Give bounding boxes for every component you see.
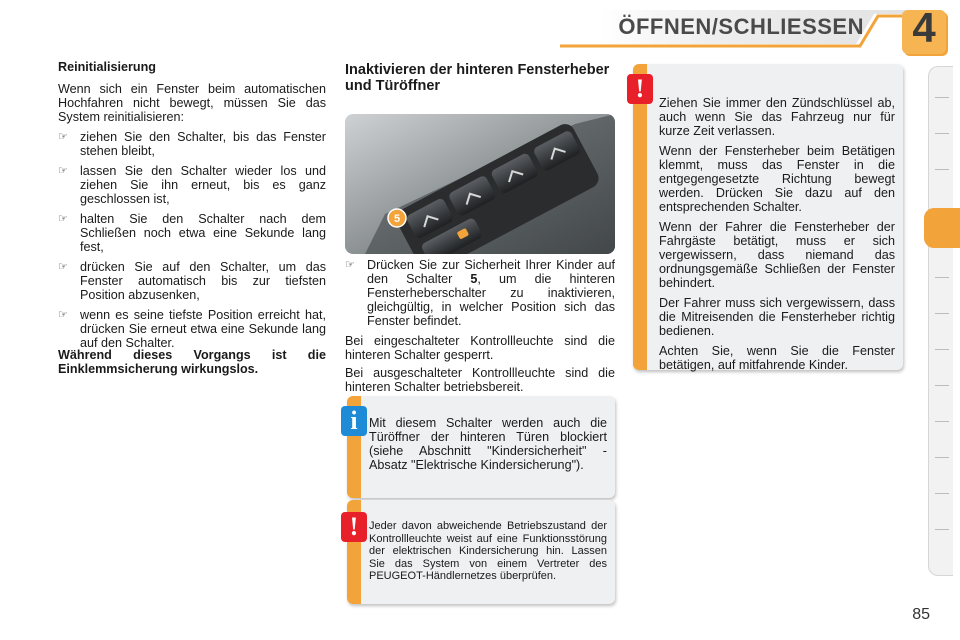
page-title: ÖFFNEN/SCHLIESSEN xyxy=(618,14,864,39)
info-icon: i xyxy=(341,406,367,436)
chapter-tabs xyxy=(928,66,953,576)
pointing-hand-icon: ☞ xyxy=(58,261,68,273)
warning-box-right xyxy=(633,64,903,370)
warning-text-bottom: Jeder davon abweichende Betriebszustand der Kontrollleuchte weist auf eine Funktionsstörung der elektrischen Kindersicherung hin. Lassen Sie das System von einem Vertreter des PEUGEOT-Händlernetzes überprüfen. xyxy=(369,520,607,582)
warning-icon: ! xyxy=(627,74,653,104)
list-item: ☞ lassen Sie den Schalter wieder los und ziehen Sie ihn erneut, bis es ganz geschlossen ist, xyxy=(58,164,326,206)
pointing-hand-icon: ☞ xyxy=(58,131,68,143)
page-number: 85 xyxy=(912,606,930,623)
reinit-steps xyxy=(58,130,326,350)
pointing-hand-icon: ☞ xyxy=(345,259,355,271)
chapter-number: 4 xyxy=(912,4,936,51)
pointing-hand-icon: ☞ xyxy=(58,165,68,177)
list-item: ☞ halten Sie den Schalter nach dem Schließen noch etwa eine Sekunde lang fest, xyxy=(58,212,326,254)
chapter-tab-active[interactable] xyxy=(924,208,960,248)
switch-callout-5: 5 xyxy=(393,213,401,225)
reinit-intro: Wenn sich ein Fenster beim automatischen Hochfahren nicht bewegt, müssen Sie das System reinitialisieren: xyxy=(58,82,326,124)
info-text: Mit diesem Schalter werden auch die Türöffner der hinteren Türen blockiert (siehe Abschnitt "Kindersicherheit" - Absatz "Elektrische Kindersicherung"). xyxy=(369,416,607,472)
warning-icon: ! xyxy=(341,512,367,542)
info-box xyxy=(347,396,615,498)
list-item: ☞ Drücken Sie zur Sicherheit Ihrer Kinder auf den Schalter 5, um die hinteren Fensterheberschalter zu inaktivieren, gleichgültig, in welcher Position sich das Fenster befindet. xyxy=(345,258,616,328)
pinch-protection-warning: Während dieses Vorgangs ist die Einklemmsicherung wirkungslos. xyxy=(58,348,326,376)
switch-number: 5 xyxy=(470,272,478,286)
reinit-section xyxy=(58,60,326,356)
section-title: Inaktivieren der hinteren Fensterheber und Türöffner xyxy=(345,62,610,94)
list-item: ☞ ziehen Sie den Schalter, bis das Fenster stehen bleibt, xyxy=(58,130,326,158)
warning-text-right: Ziehen Sie immer den Zündschlüssel ab, auch wenn Sie das Fahrzeug nur für kurze Zeit verlassen. Wenn der Fensterheber beim Betätigen klemmt, muss das Fenster in die entgegengesetzte Richtung bewegt werden. Drücken Sie dazu auf den entsprechenden Schalter. Wenn der Fahrer die Fensterheber der Fahrgäste betätigt, muss er sich vergewissern, dass niemand das ordnungsgemäße Schließen der Fenster behindert. Der Fahrer muss sich vergewissern, dass die Mitreisenden die Fensterheber richtig bedienen. Achten Sie, wenn Sie die Fenster betätigen, auf mitfahrende Kinder. xyxy=(659,96,895,372)
list-item: ☞ drücken Sie auf den Schalter, um das Fenster automatisch bis zur tiefsten Position abzusenken, xyxy=(58,260,326,302)
switch-instructions xyxy=(345,258,615,398)
list-item: ☞ wenn es seine tiefste Position erreicht hat, drücken Sie erneut etwa eine Sekunde lang auf den Schalter. xyxy=(58,308,326,350)
pointing-hand-icon: ☞ xyxy=(58,309,68,321)
pointing-hand-icon: ☞ xyxy=(58,213,68,225)
lamp-on-text: Bei eingeschalteter Kontrollleuchte sind die hinteren Schalter gesperrt. xyxy=(345,334,615,362)
door-switch-photo xyxy=(345,114,615,254)
warning-box-bottom xyxy=(347,500,615,604)
reinit-heading: Reinitialisierung xyxy=(58,60,156,74)
lamp-off-text: Bei ausgeschalteter Kontrollleuchte sind die hinteren Schalter betriebsbereit. xyxy=(345,366,615,394)
